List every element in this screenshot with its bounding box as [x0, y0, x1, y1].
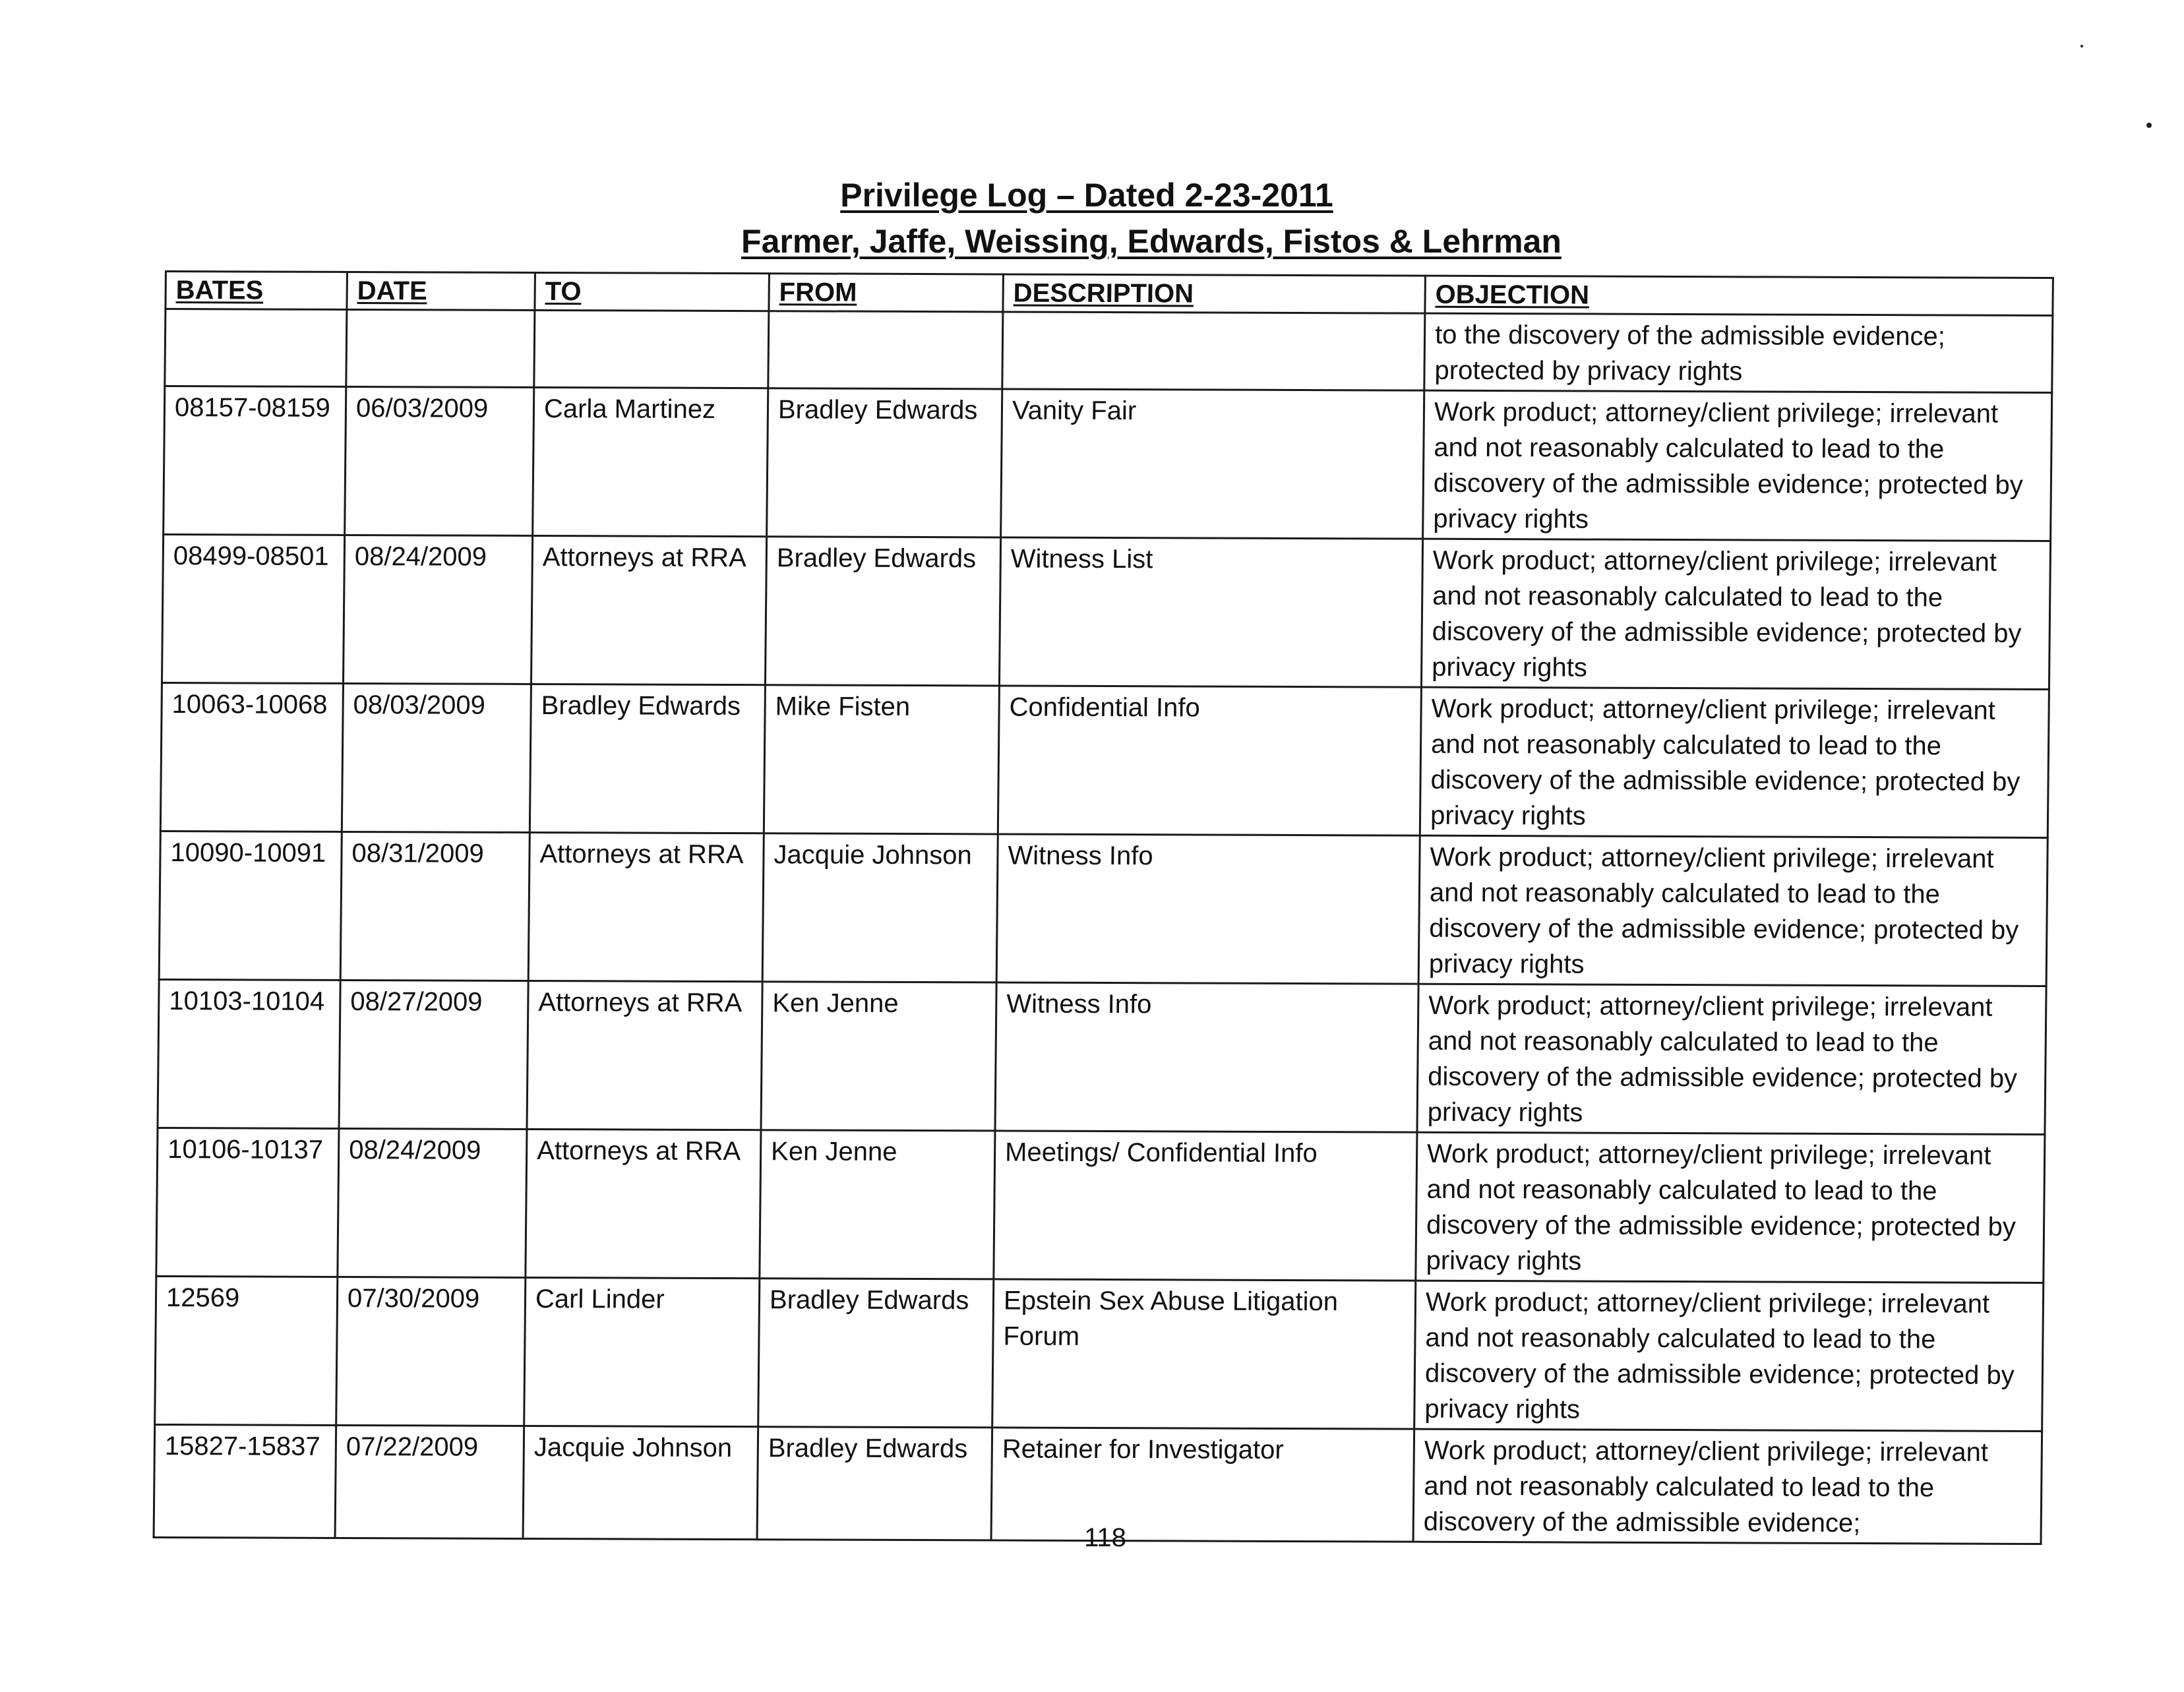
cell-date: 07/30/2009: [336, 1277, 526, 1426]
cell-from: Bradley Edwards: [757, 1427, 992, 1540]
cell-description: [1002, 312, 1425, 390]
cell-date: [346, 309, 535, 387]
cell-from: Bradley Edwards: [758, 1279, 994, 1428]
cell-objection: to the discovery of the admissible evidence; protected by privacy rights: [1424, 313, 2053, 392]
column-header-description: DESCRIPTION: [1003, 274, 1426, 313]
cell-date: 06/03/2009: [345, 386, 534, 535]
cell-bates: 15827-15837: [154, 1424, 336, 1538]
table-row: [155, 1276, 2044, 1431]
cell-to: Bradley Edwards: [530, 684, 765, 833]
table-row: [156, 1128, 2045, 1283]
cell-date: 08/24/2009: [343, 535, 532, 684]
table-row: [160, 683, 2049, 838]
cell-bates: 08157-08159: [164, 386, 346, 535]
cell-objection: Work product; attorney/client privilege; irrelevant and not reasonably calculated to lead to the discovery of the admissible evidence; protected by privacy rights: [1418, 835, 2048, 986]
cell-description: Epstein Sex Abuse Litigation Forum: [992, 1279, 1416, 1429]
cell-to: Attorneys at RRA: [526, 1129, 761, 1278]
cell-bates: [165, 309, 347, 387]
cell-bates: 10103-10104: [158, 979, 340, 1128]
cell-objection: Work product; attorney/client privilege; irrelevant and not reasonably calculated to lead to the discovery of the admissible evidence; protected by privacy rights: [1420, 687, 2049, 837]
table-row: [162, 535, 2050, 690]
table-row: [164, 386, 2052, 541]
scan-speck: [2146, 123, 2152, 128]
column-header-to: TO: [535, 272, 770, 311]
cell-description: Confidential Info: [998, 686, 1421, 835]
table-header-row: [166, 272, 2053, 316]
cell-objection: Work product; attorney/client privilege; irrelevant and not reasonably calculated to lead to the discovery of the admissible evidence; protected by privacy rights: [1416, 1132, 2045, 1283]
cell-objection: Work product; attorney/client privilege; irrelevant and not reasonably calculated to lead to the discovery of the admissible evidence; protected by privacy rights: [1423, 390, 2052, 541]
cell-to: Attorneys at RRA: [528, 832, 764, 981]
privilege-log-table: [153, 270, 2054, 1545]
cell-date: 08/31/2009: [340, 831, 530, 981]
table-row: [158, 979, 2046, 1134]
cell-from: [768, 311, 1003, 389]
column-header-bates: BATES: [166, 272, 348, 310]
cell-to: Jacquie Johnson: [523, 1426, 758, 1539]
cell-date: 08/27/2009: [339, 980, 528, 1129]
cell-from: Bradley Edwards: [765, 537, 1000, 686]
cell-from: Ken Jenne: [761, 982, 996, 1131]
cell-to: Attorneys at RRA: [527, 981, 762, 1130]
cell-from: Mike Fisten: [764, 685, 999, 834]
cell-bates: 10063-10068: [160, 683, 343, 832]
cell-bates: 12569: [155, 1276, 338, 1425]
cell-from: Jacquie Johnson: [762, 833, 998, 982]
cell-description: Meetings/ Confidential Info: [994, 1131, 1417, 1281]
cell-objection: Work product; attorney/client privilege; irrelevant and not reasonably calculated to lead to the discovery of the admissible evidence; protected by privacy rights: [1414, 1281, 2044, 1431]
cell-description: Retainer for Investigator: [991, 1428, 1414, 1542]
cell-description: Vanity Fair: [1001, 389, 1424, 539]
cell-bates: 10106-10137: [156, 1128, 339, 1277]
cell-bates: 08499-08501: [162, 535, 344, 684]
cell-to: Carla Martinez: [533, 387, 768, 536]
column-header-objection: OBJECTION: [1425, 276, 2053, 315]
cell-from: Ken Jenne: [760, 1130, 995, 1279]
table-row-continued: [165, 309, 2053, 393]
cell-description: Witness Info: [996, 834, 1420, 984]
cell-from: Bradley Edwards: [767, 388, 1002, 537]
document-title: Privilege Log – Dated 2-23-2011: [840, 177, 1333, 214]
cell-objection: Work product; attorney/client privilege; irrelevant and not reasonably calculated to lead to the discovery of the admissible evidence; protected by privacy rights: [1421, 539, 2050, 689]
cell-date: 07/22/2009: [335, 1425, 524, 1538]
cell-objection: Work product; attorney/client privilege; irrelevant and not reasonably calculated to lead to the discovery of the admissible evidence; protected by privacy rights: [1417, 984, 2046, 1134]
cell-to: [534, 310, 769, 388]
cell-bates: 10090-10091: [159, 831, 342, 981]
cell-date: 08/03/2009: [342, 683, 531, 832]
column-header-from: FROM: [769, 274, 1004, 312]
document-subtitle: Farmer, Jaffe, Weissing, Edwards, Fistos & Lehrman: [741, 223, 1562, 260]
table-row: [159, 831, 2048, 986]
cell-description: Witness List: [999, 537, 1422, 687]
cell-description: Witness Info: [995, 982, 1418, 1132]
column-header-date: DATE: [347, 272, 535, 310]
cell-date: 08/24/2009: [338, 1128, 527, 1277]
cell-to: Carl Linder: [524, 1277, 760, 1426]
cell-objection: Work product; attorney/client privilege; irrelevant and not reasonably calculated to lead to the discovery of the admissible evidence;: [1413, 1429, 2042, 1544]
page-number: 118: [1084, 1523, 1126, 1552]
scan-speck: [2080, 45, 2083, 47]
cell-to: Attorneys at RRA: [531, 535, 766, 684]
